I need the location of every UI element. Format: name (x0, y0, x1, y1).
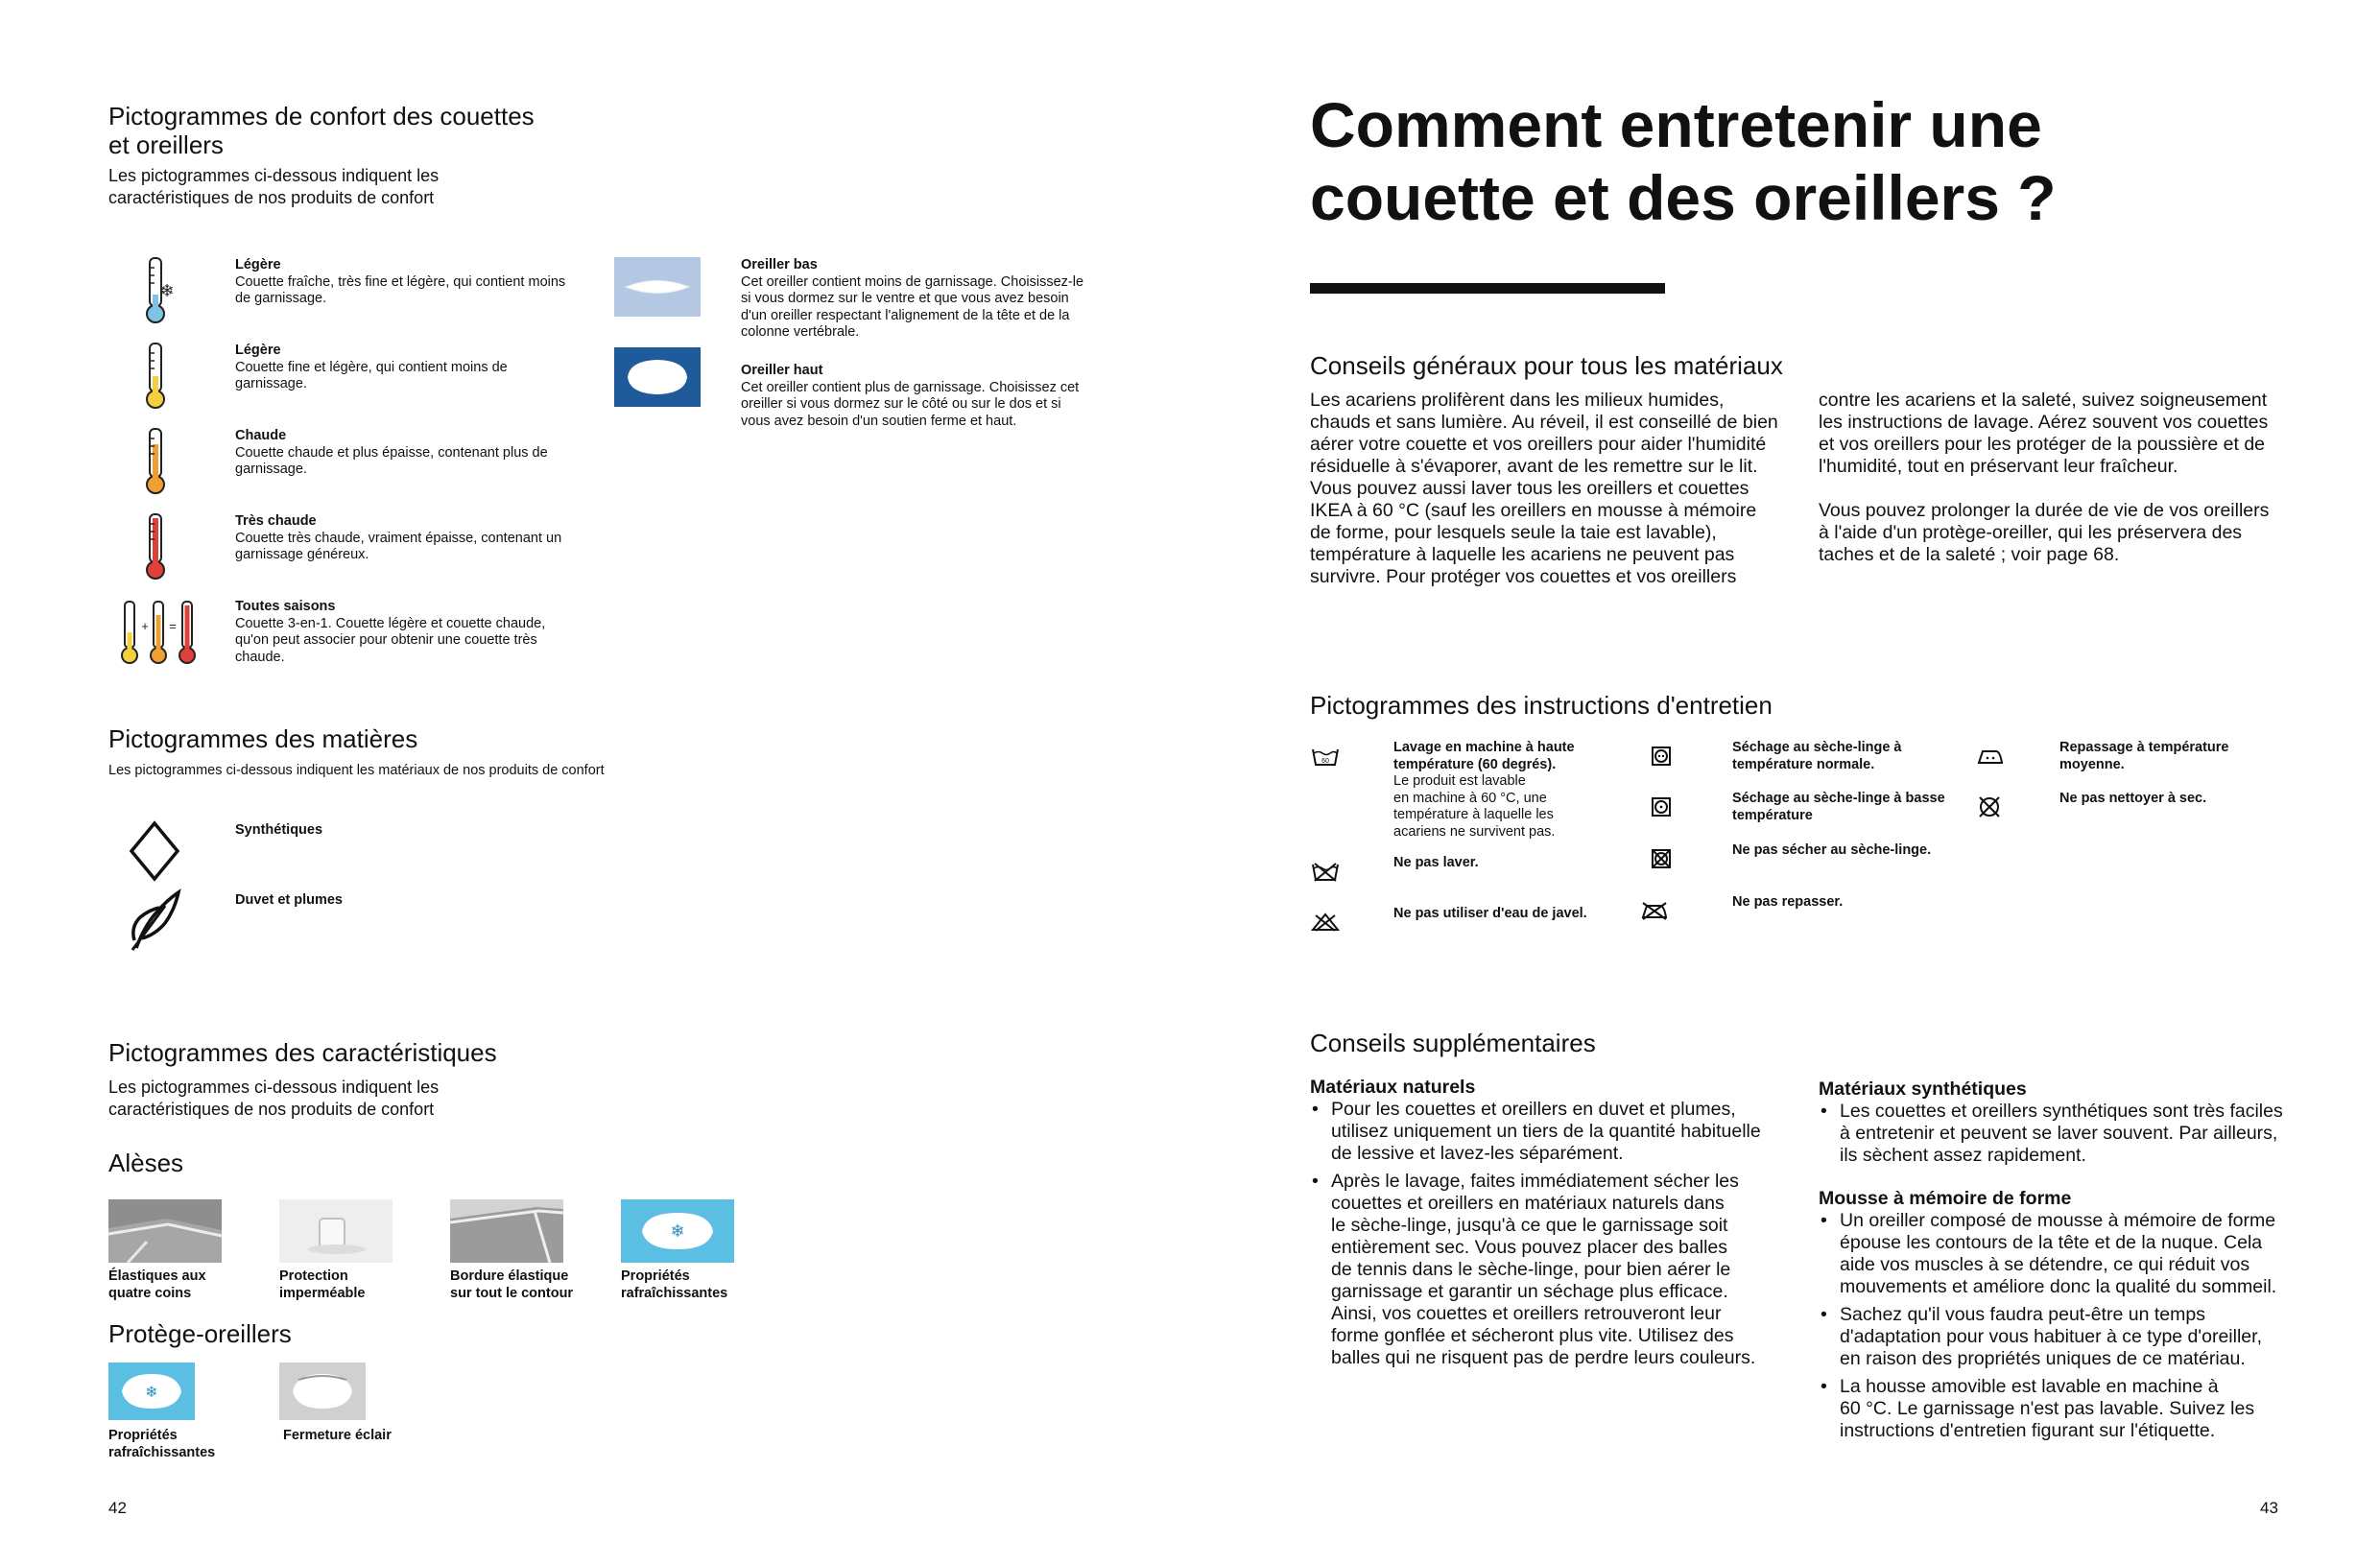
protector-caption (621, 1268, 727, 1302)
wash-temperature: 60 (1321, 758, 1329, 765)
text-line: les instructions de lavage. Aérez souvent vos couettes (1819, 412, 2269, 433)
diamond-icon (129, 820, 180, 882)
comfort-intro-line2: caractéristiques de nos produits de confort (108, 188, 435, 207)
bullet-item (1819, 1376, 2318, 1442)
care-item-title: Lavage en machine à haute (1393, 740, 1575, 755)
comfort-item-title: Toutes saisons (235, 599, 336, 614)
comfort-item (235, 599, 576, 666)
features-title: Pictogrammes des caractéristiques (108, 1038, 497, 1067)
general-advice-col2 (1819, 390, 2318, 566)
natural-materials-block (1310, 1077, 1809, 1375)
care-item-title: Séchage au sèche-linge à (1732, 740, 1902, 755)
page-title (1310, 88, 2270, 234)
features-intro-line2: caractéristiques de nos produits de confort (108, 1100, 435, 1119)
care-item (2059, 740, 2290, 773)
comfort-title-line1: Pictogrammes de confort des couettes (108, 102, 535, 130)
comfort-item (235, 513, 576, 564)
material-label: Synthétiques (235, 822, 323, 838)
pillow-item (741, 363, 1086, 430)
text-line: et vos oreillers pour les protéger de la poussière et de (1819, 434, 2266, 455)
comfort-item-title: Légère (235, 257, 281, 273)
text-line: mouvements et améliore donc la qualité du sommeil. (1840, 1276, 2277, 1297)
care-item-title: Repassage à température (2059, 740, 2229, 755)
svg-text:=: = (169, 619, 177, 633)
pillow-item-desc: Cet oreiller contient moins de garnissage. Choisissez-le si vous dormez sur le ventre et que vous avez besoin d'un oreiller respectant l'alignement de la tête et de la colonne vertébrale. (741, 273, 1084, 340)
memory-foam-list (1819, 1210, 2318, 1442)
mattress-protectors-title: Alèses (108, 1149, 184, 1177)
text-line: instructions d'entretien figurant sur l'étiquette. (1840, 1420, 2216, 1441)
comfort-section-header (108, 102, 646, 209)
general-advice-paragraph (1819, 500, 2318, 566)
care-item-title: température (60 degrés). (1393, 756, 1557, 772)
text-line: en raison des propriétés uniques de ce matériau. (1840, 1348, 2246, 1369)
elastic-corners-image (108, 1199, 222, 1263)
svg-text:❄: ❄ (670, 1221, 685, 1241)
light-cool-thermometer-icon (136, 256, 178, 325)
comfort-item (235, 257, 576, 308)
text-line: utilisez uniquement un tiers de la quantité habituelle (1331, 1121, 1761, 1142)
svg-text:❄: ❄ (145, 1385, 158, 1401)
bullet-item (1819, 1210, 2318, 1298)
text-line: température à laquelle les (1393, 807, 1554, 822)
features-intro (108, 1077, 439, 1121)
text-line: aérer votre couette et vos oreillers pour aider l'humidité (1310, 434, 1767, 455)
pillowcase-caption (108, 1428, 215, 1461)
text-line: • Un oreiller composé de mousse à mémoire de forme (1840, 1210, 2276, 1231)
care-item-title: Ne pas utiliser d'eau de javel. (1393, 906, 1587, 921)
text-line: 60 °C. Le garnissage n'est pas lavable. Suivez les (1840, 1398, 2255, 1419)
svg-text:+: + (141, 619, 149, 633)
text-line: balles qui ne risquent pas de perdre leurs couleurs. (1331, 1347, 1756, 1368)
title-underline (1310, 283, 1665, 294)
care-item-title: Séchage au sèche-linge à basse (1732, 791, 1945, 806)
caption-line: Élastiques aux (108, 1268, 206, 1284)
text-line: • La housse amovible est lavable en machine à (1840, 1376, 2219, 1397)
features-intro-line1: Les pictogrammes ci-dessous indiquent les (108, 1078, 440, 1097)
zipper-pillowcase-icon (279, 1363, 366, 1420)
comfort-item-title: Chaude (235, 428, 287, 443)
comfort-item-desc: Couette chaude et plus épaisse, contenant plus de garnissage. (235, 444, 548, 477)
protector-caption (108, 1268, 206, 1302)
tumble-dry-low-icon (1651, 796, 1672, 818)
protector-caption (279, 1268, 365, 1302)
text-line: couettes et oreillers en matériaux naturels dans (1331, 1193, 1725, 1214)
text-line: entièrement sec. Vous pouvez placer des balles (1331, 1237, 1727, 1258)
comfort-item-title: Légère (235, 343, 281, 358)
care-item-title: température (1732, 807, 1813, 823)
caption-line: imperméable (279, 1285, 366, 1301)
caption-line: Fermeture éclair (283, 1428, 392, 1443)
comfort-item-desc: Couette 3-en-1. Couette légère et couette chaude, qu'on peut associer pour obtenir une couette très chaude. (235, 615, 546, 665)
bullet-item (1310, 1099, 1809, 1165)
text-line: • Sachez qu'il vous faudra peut-être un temps (1840, 1304, 2205, 1325)
text-line: chauds et sans lumière. Au réveil, il est conseillé de bien (1310, 412, 1778, 433)
all-seasons-thermometer-icon (119, 598, 200, 667)
pillow-item-title: Oreiller bas (741, 257, 818, 273)
care-item-title: Ne pas repasser. (1732, 894, 1844, 910)
text-line: IKEA à 60 °C (sauf les oreillers en mousse à mémoire (1310, 500, 1757, 521)
text-line: survivre. Pour protéger vos couettes et vos oreillers (1310, 566, 1737, 587)
svg-text:❄: ❄ (159, 281, 175, 300)
text-line: l'humidité, tout en préservant leur fraîcheur. (1819, 456, 2178, 477)
comfort-item (235, 343, 576, 393)
tumble-dry-normal-icon (1651, 746, 1672, 767)
comfort-item-title: Très chaude (235, 513, 317, 529)
bullet-item (1310, 1171, 1809, 1369)
text-line: Ainsi, vos couettes et oreillers retrouveront leur (1331, 1303, 1722, 1324)
text-line: de forme, pour lesquels seule la taie est lavable), (1310, 522, 1717, 543)
wash-60-icon (1311, 746, 1340, 768)
care-item-title: moyenne. (2059, 756, 2125, 772)
care-item (1732, 740, 1963, 773)
caption-line: sur tout le contour (450, 1285, 574, 1301)
general-advice-col1 (1310, 390, 1809, 588)
text-line: ils sèchent assez rapidement. (1840, 1145, 2086, 1166)
general-advice-paragraph (1819, 390, 2318, 478)
text-line: à l'aide d'un protège-oreiller, qui les préservera des (1819, 522, 2243, 543)
text-line: garnissage et garantir un séchage plus efficace. (1331, 1281, 1728, 1302)
comfort-item (235, 428, 576, 479)
page-title-line2: couette et des oreillers ? (1310, 162, 2057, 233)
text-line: Les acariens prolifèrent dans les milieux humides, (1310, 390, 1725, 411)
caption-line: rafraîchissantes (108, 1444, 216, 1460)
cooling-properties-icon (621, 1199, 734, 1263)
text-line: d'adaptation pour vous habituer à ce type d'oreiller, (1840, 1326, 2262, 1347)
caption-line: Propriétés (108, 1428, 178, 1443)
text-line: contre les acariens et la saleté, suivez soigneusement (1819, 390, 2268, 411)
feather-icon (127, 889, 182, 952)
no-dry-clean-icon (1977, 794, 2002, 819)
comfort-item-desc: Couette très chaude, vraiment épaisse, contenant un garnissage généreux. (235, 530, 562, 562)
no-tumble-dry-icon (1651, 848, 1672, 869)
comfort-intro-line1: Les pictogrammes ci-dessous indiquent les (108, 166, 440, 185)
care-item-title: Ne pas sécher au sèche-linge. (1732, 842, 1932, 858)
high-pillow-icon (614, 347, 701, 407)
page-number-left: 42 (108, 1499, 127, 1517)
text-line: • Les couettes et oreillers synthétiques sont très faciles (1840, 1101, 2283, 1122)
text-line: acariens ne survivent pas. (1393, 823, 1556, 840)
text-line: le sèche-linge, jusqu'à ce que le garnissage soit (1331, 1215, 1728, 1236)
caption-line: quatre coins (108, 1285, 192, 1301)
no-iron-icon (1639, 900, 1670, 921)
general-advice-title: Conseils généraux pour tous les matériaux (1310, 351, 1783, 380)
pillowcase-caption (283, 1428, 392, 1445)
pillow-item (741, 257, 1096, 342)
care-item-title: Ne pas nettoyer à sec. (2059, 791, 2207, 806)
text-line: de lessive et lavez-les séparément. (1331, 1143, 1624, 1164)
comfort-item-desc: Couette fine et légère, qui contient moins de garnissage. (235, 359, 508, 391)
text-line: Le produit est lavable (1393, 773, 1526, 789)
care-item-title: température normale. (1732, 756, 1875, 772)
text-line: de tennis dans le sèche-linge, pour bien aérer le (1331, 1259, 1731, 1280)
care-item-desc (1393, 773, 1624, 841)
comfort-title-line2: et oreillers (108, 130, 224, 159)
light-thermometer-icon (136, 342, 178, 411)
bullet-item (1819, 1304, 2318, 1370)
no-bleach-icon (1311, 912, 1340, 933)
caption-line: rafraîchissantes (621, 1285, 728, 1301)
bullet-item (1819, 1101, 2318, 1167)
caption-line: Propriétés (621, 1268, 690, 1284)
iron-medium-icon (1975, 746, 2006, 767)
no-wash-icon (1311, 862, 1340, 883)
care-item (1393, 740, 1624, 841)
waterproof-protection-image (279, 1199, 393, 1263)
pillow-item-title: Oreiller haut (741, 363, 823, 378)
material-label: Duvet et plumes (235, 892, 343, 908)
care-instructions-title: Pictogrammes des instructions d'entretien (1310, 691, 1773, 720)
text-line: à entretenir et peuvent se laver souvent. Par ailleurs, (1840, 1123, 2278, 1144)
text-line: épouse les contours de la tête et de la nuque. Cela (1840, 1232, 2263, 1253)
page-title-line1: Comment entretenir une (1310, 89, 2042, 160)
synthetic-materials-title: Matériaux synthétiques (1819, 1078, 2027, 1100)
materials-intro: Les pictogrammes ci-dessous indiquent les matériaux de nos produits de confort (108, 763, 605, 778)
text-line: température à laquelle les acariens ne peuvent pas (1310, 544, 1735, 565)
pillow-item-desc: Cet oreiller contient plus de garnissage. Choisissez cet oreiller si vous dormez sur le côté ou sur le dos et si vous avez besoin d'un soutien ferme et haut. (741, 379, 1080, 429)
extra-tips-title: Conseils supplémentaires (1310, 1029, 1596, 1057)
materials-title: Pictogrammes des matières (108, 724, 418, 753)
memory-foam-title: Mousse à mémoire de forme (1819, 1188, 2072, 1209)
natural-materials-list (1310, 1099, 1809, 1369)
text-line: Vous pouvez prolonger la durée de vie de vos oreillers (1819, 500, 2270, 521)
pillowcases-title: Protège-oreillers (108, 1319, 292, 1348)
synthetic-materials-block (1819, 1078, 2318, 1448)
synthetic-materials-list (1819, 1101, 2318, 1167)
text-line: résiduelle à s'évaporer, avant de les remettre sur le lit. (1310, 456, 1758, 477)
protector-caption (450, 1268, 573, 1302)
text-line: • Pour les couettes et oreillers en duvet et plumes, (1331, 1099, 1736, 1120)
cooling-pillowcase-icon (108, 1363, 195, 1420)
text-line: taches et de la saleté ; voir page 68. (1819, 544, 2120, 565)
elastic-border-image (450, 1199, 563, 1263)
caption-line: Protection (279, 1268, 348, 1284)
low-pillow-icon (614, 257, 701, 317)
text-line: • Après le lavage, faites immédiatement sécher les (1331, 1171, 1739, 1192)
text-line: Vous pouvez aussi laver tous les oreillers et couettes (1310, 478, 1749, 499)
caption-line: Bordure élastique (450, 1268, 569, 1284)
warm-thermometer-icon (136, 427, 178, 496)
care-item (1732, 791, 1982, 824)
care-item-title: Ne pas laver. (1393, 855, 1479, 870)
extra-warm-thermometer-icon (136, 512, 178, 581)
page-number-right: 43 (2260, 1499, 2278, 1517)
text-line: forme gonflée et sécheront plus vite. Utilisez des (1331, 1325, 1734, 1346)
text-line: en machine à 60 °C, une (1393, 790, 1547, 806)
text-line: aide vos muscles à se détendre, ce qui réduit vos (1840, 1254, 2250, 1275)
natural-materials-title: Matériaux naturels (1310, 1077, 1476, 1098)
comfort-item-desc: Couette fraîche, très fine et légère, qui contient moins de garnissage. (235, 273, 566, 306)
